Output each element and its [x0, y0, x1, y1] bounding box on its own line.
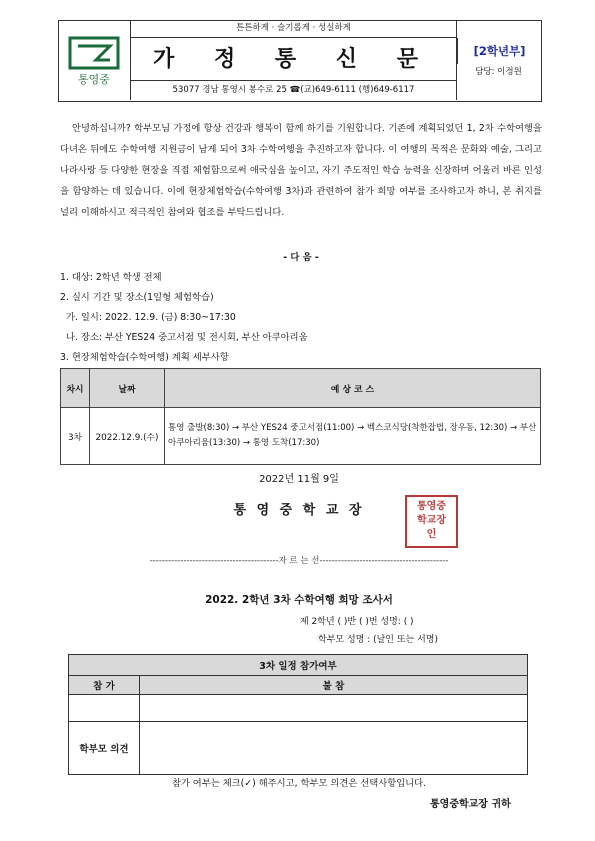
- survey-footer: 통영중학교장 귀하: [430, 799, 511, 810]
- item-place: 나. 장소: 부산 YES24 중고서점 및 전시회, 부산 아쿠아리움: [66, 332, 308, 343]
- principal-name: 통 영 중 학 교 장: [233, 503, 365, 518]
- opinion-label: 학부모 의견: [69, 722, 140, 775]
- item-period: 2. 실시 기간 및 장소(1일형 체험학습): [60, 292, 214, 303]
- col-absent: 불 참: [140, 676, 528, 695]
- survey-note: 참가 여부는 체크(✓) 해주시고, 학부모 의견은 선택사항입니다.: [171, 778, 427, 789]
- survey-title: 2022. 2학년 3차 수학여행 희망 조사서: [205, 594, 393, 606]
- intro-paragraph: 안녕하십니까? 학부모님 가정에 항상 건강과 행복이 함께 하기를 기원합니다. 기존에 계획되었던 1, 2차 수학여행을 다녀온 뒤에도 수학여행 지원금이 남게 되어 3차 수학여행을 추진하고자 합니다. 이 여행의 목적은 문화와 예술, 그리고 나라사랑 등 다양한 현장을 직접 체험함으로써 애국심을 높이고, 자기 주도적인 학습 능력을 신장하며 어울러 바른 인성을 함양하는 데 있습니다. 이에 현장체험학습(수학여행 3차)과 관련하여 참가 희망 여부를 조사하고자 하니, 본 취지를 널리 이해하시고 적극적인 참여와 협조를 부탁드립니다.: [60, 123, 542, 218]
- col-date: 날짜: [90, 369, 165, 408]
- item-date: 가. 일시: 2022. 12.9. (금) 8:30~17:30: [66, 312, 236, 323]
- student-info-line: 제 2학년 ( )반 ( )번 성명: ( ): [300, 617, 414, 627]
- participation-table: [68, 654, 528, 775]
- school-logo: [66, 36, 122, 88]
- grade-department: [2학년부]: [457, 38, 541, 64]
- absent-checkbox-cell[interactable]: [140, 695, 528, 722]
- attend-checkbox-cell[interactable]: [69, 695, 140, 722]
- school-address: 53077 경남 통영시 봉수로 25 ☎(교)649-6111 (행)649-6117: [172, 85, 415, 95]
- item-plan: 3. 현장체험학습(수학여행) 계획 세부사항: [60, 352, 229, 363]
- opinion-input[interactable]: [140, 722, 528, 775]
- schedule-table: [60, 368, 541, 465]
- col-session: 차시: [61, 369, 90, 408]
- logo-text: 통영중: [78, 73, 110, 86]
- col-attend: 참 가: [69, 676, 140, 695]
- cell-route: 통영 출발(8:30) → 부산 YES24 중고서점(11:00) → 벡스코식당(착한잡법, 장우동, 12:30) → 부산 아쿠아리움(13:30) → 통영 도착(17:30): [165, 408, 541, 465]
- cell-date: 2022.12.9.(수): [90, 408, 165, 465]
- parent-name-line: 학부모 성명 : (날인 또는 서명): [318, 635, 438, 645]
- cut-line: ------------------------------------------자 르 는 선------------------------------------------: [149, 556, 449, 566]
- school-motto: 튼튼하게 · 슬기롭게 · 성실하게: [131, 20, 456, 38]
- issue-date: 2022년 11월 9일: [259, 474, 339, 485]
- item-target: 1. 대상: 2학년 학생 전체: [60, 272, 162, 283]
- dasum-heading: - 다 음 -: [283, 252, 319, 263]
- cell-session: 3차: [61, 408, 90, 465]
- col-route: 예 상 코 스: [165, 369, 541, 408]
- teacher-in-charge: 담당: 이정원: [475, 67, 522, 77]
- document-title: 가 정 통 신 문: [131, 38, 456, 81]
- participation-title: 3차 일정 참가여부: [69, 655, 528, 676]
- official-seal: 통영중학교장인: [405, 495, 458, 548]
